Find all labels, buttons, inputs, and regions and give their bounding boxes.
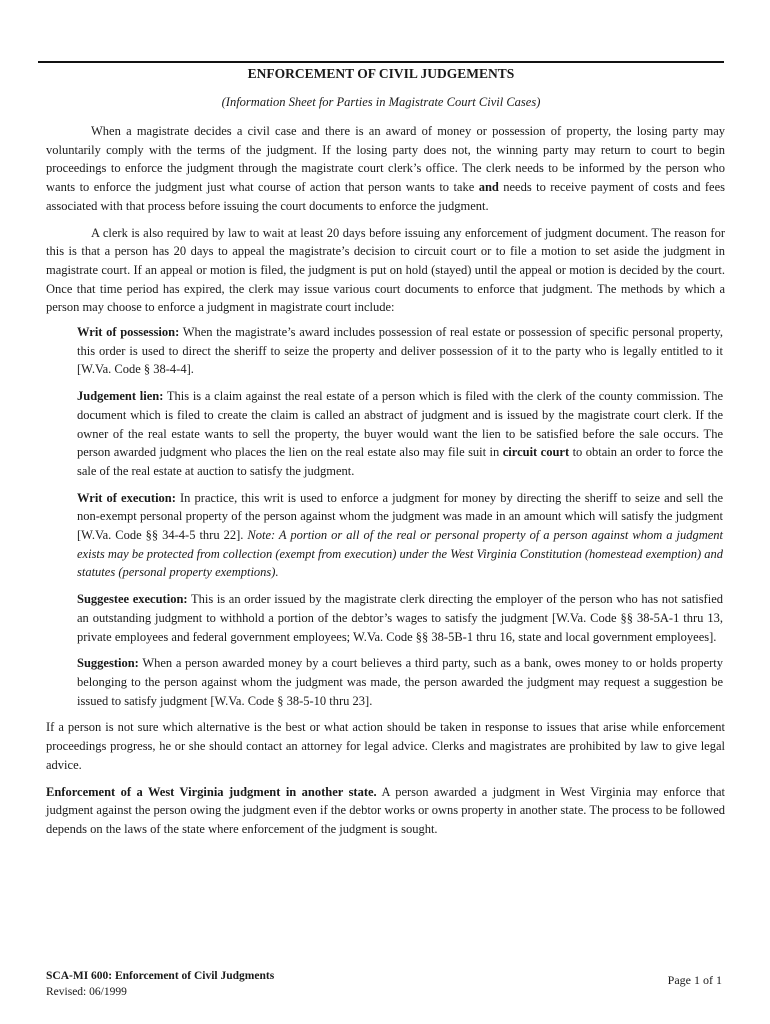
method-judgement-lien: Judgement lien: This is a claim against the real estate of a person which is filed with the clerk of the county commission. The document which is filed to create the claim is called an abstract of judgment and is issued by the magistrate court clerk. If the owner of the real estate wants to sell the property, the buyer would want the lien to be satisfied before the sale occurs. The person awarded judgment who places the lien on the real estate also may file suit in circuit court to obtain an order to force the sale of the real estate at auction to satisfy the judgment. <box>77 389 724 478</box>
method-suggestion: Suggestion: When a person awarded money by a court believes a third party, such as a bank, owes money to or holds property belonging to the person against whom the judgment was made, the person awarded the judgment may request a suggestion be issued to satisfy judgment [W.Va. Code § 38-5-10 thru 23]. <box>77 656 723 708</box>
document-body <box>46 122 725 839</box>
legal-advice-paragraph: If a person is not sure which alternative is the best or what action should be taken in response to issues that arise while enforcement proceedings progress, he or she should contact an attorney for legal advice. Clerks and magistrates are prohibited by law to give legal advice. <box>46 720 725 772</box>
form-code: SCA-MI 600: Enforcement of Civil Judgments <box>46 970 275 982</box>
method-writ-of-execution: Writ of execution: In practice, this writ is used to enforce a judgment for money by directing the sheriff to seize and sell the non-exempt personal property of the person against whom the judgment was made in an amount which will satisfy the judgment [W.Va. Code §§ 34-4-5 thru 22]. Note: A portion or all of the real or personal property of a person against whom a judgment exists may be protected from collection (exempt from execution) under the West Virginia Constitution (homestead exemption) and statutes (personal property exemptions). <box>77 490 724 580</box>
other-state-heading: Enforcement of a West Virginia judgment in another state. <box>46 784 377 799</box>
method-heading: Writ of possession: <box>77 325 180 340</box>
method-heading: Suggestee execution: <box>77 592 188 607</box>
page-title: ENFORCEMENT OF CIVIL JUDGEMENTS <box>247 66 515 81</box>
method-writ-of-possession: Writ of possession: When the magistrate’s award includes possession of real estate or possession of specific personal property, this order is used to direct the sheriff to seize the property and deliver possession of it to the party who is legally entitled to it [W.Va. Code § 38-4-4]. <box>77 325 723 377</box>
method-suggestee-execution: Suggestee execution: This is an order issued by the magistrate clerk directing the employer of the person who has not satisfied an outstanding judgment to withhold a portion of the debtor’s wages to satisfy the judgment [W.Va. Code §§ 38-5A-1 thru 13, private employees and federal government employees; W.Va. Code §§ 38-5B-1 thru 16, state and local government employees]. <box>77 592 723 644</box>
exemption-note: Note: A portion or all of the real or personal property of a person against whom a judgment exists may be protected from collection (exempt from execution) under the West Virginia Constitution (homestead exemption) and statutes (personal property exemptions). <box>77 528 724 580</box>
other-state-paragraph: Enforcement of a West Virginia judgment in another state. A person awarded a judgment in West Virginia may enforce that judgment against the person owing the judgment even if the debtor works or owns property in another state. The process to be followed depends on the laws of the state where enforcement of the judgment is sought. <box>46 784 725 836</box>
method-heading: Suggestion: <box>77 656 139 671</box>
method-heading: Writ of execution: <box>77 490 176 505</box>
footer-form-info <box>46 968 274 1000</box>
page-number: Page 1 of 1 <box>667 973 722 987</box>
revision-date: Revised: 06/1999 <box>46 986 127 998</box>
header-rule <box>38 61 724 63</box>
intro-paragraph-1: When a magistrate decides a civil case and there is an award of money or possession of property, the losing party may voluntarily comply with the terms of the judgment. If the losing party does not, the winning party may return to court to begin proceedings to enforce the judgment through the magistrate court clerk’s office. The clerk needs to be informed by the person who wants to enforce the judgment just what course of action that person wants to take and needs to receive payment of costs and fees associated with that process before issuing the court documents to enforce the judgment. <box>46 124 725 213</box>
page-subtitle: (Information Sheet for Parties in Magistrate Court Civil Cases) <box>221 95 541 109</box>
method-heading: Judgement lien: <box>77 389 164 404</box>
intro-paragraph-2: A clerk is also required by law to wait at least 20 days before issuing any enforcement of judgment document. The reason for this is that a person has 20 days to appeal the magistrate’s decision to circuit court or to file a motion to set aside the judgment in magistrate court. If an appeal or motion is filed, the judgment is put on hold (stayed) until the appeal or motion is decided by the court. Once that time period has expired, the clerk may issue various court documents to enforce that judgment. The methods by which a person may choose to enforce a judgment in magistrate court include: <box>46 225 725 315</box>
